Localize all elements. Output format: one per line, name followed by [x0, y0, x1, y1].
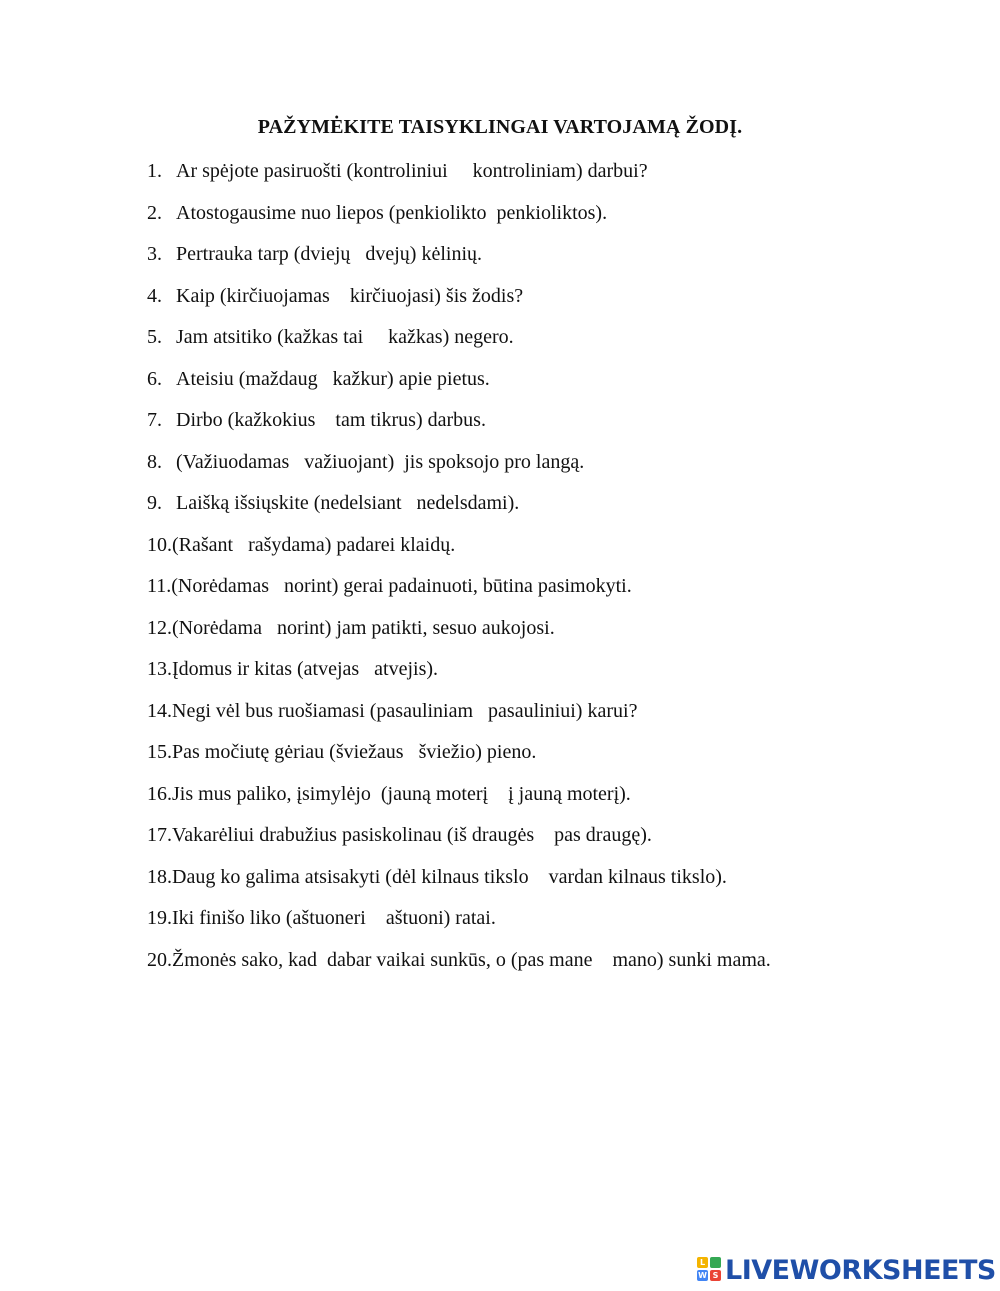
exercise-item [147, 157, 967, 199]
exercise-text: (Norėdama norint) jam patikti, sesuo aukojosi. [172, 616, 555, 639]
exercise-item [147, 406, 967, 448]
exercise-number: 14. [147, 699, 172, 722]
exercise-text: Vakarėliui drabužius pasiskolinau (iš draugės pas draugę). [172, 824, 652, 846]
exercise-text: Daug ko galima atsisakyti (dėl kilnaus tikslo vardan kilnaus tikslo). [172, 865, 727, 888]
exercise-number: 18. [147, 865, 172, 888]
exercise-number: 1. [147, 160, 162, 182]
exercise-text: Negi vėl bus ruošiamasi (pasauliniam pasauliniui) karui? [172, 699, 638, 722]
liveworksheets-mark-icon [697, 1257, 723, 1283]
exercise-number: 9. [147, 492, 162, 514]
exercise-text: Jam atsitiko (kažkas tai kažkas) negero. [176, 326, 514, 348]
exercise-item [147, 365, 967, 407]
exercise-text: (Rašant rašydama) padarei klaidų. [172, 533, 456, 556]
exercise-item [147, 821, 967, 863]
exercise-list [147, 157, 967, 987]
exercise-text: Jis mus paliko, įsimylėjo (jauną moterį į jauną moterį). [172, 782, 631, 805]
exercise-text: Atostogausime nuo liepos (penkiolikto penkioliktos). [176, 201, 608, 224]
exercise-number: 16. [147, 782, 172, 805]
exercise-number: 10. [147, 533, 172, 556]
liveworksheets-logo [697, 1254, 996, 1286]
logo-text: LIVEWORKSHEETS [725, 1254, 996, 1286]
exercise-item [147, 780, 967, 822]
exercise-item [147, 697, 967, 739]
exercise-item [147, 572, 967, 614]
exercise-text: Žmonės sako, kad dabar vaikai sunkūs, o (pas mane mano) sunki mama. [172, 948, 771, 971]
exercise-text: (Norėdamas norint) gerai padainuoti, būtina pasimokyti. [171, 575, 632, 597]
exercise-number: 6. [147, 367, 162, 390]
logo-mark-tile: L [697, 1257, 708, 1268]
exercise-number: 3. [147, 243, 162, 265]
logo-mark-tile: S [710, 1270, 721, 1281]
worksheet-title: PAŽYMĖKITE TAISYKLINGAI VARTOJAMĄ ŽODĮ. [257, 116, 743, 138]
exercise-item [147, 199, 967, 241]
exercise-item [147, 282, 967, 324]
exercise-text: Įdomus ir kitas (atvejas atvejis). [172, 658, 439, 680]
exercise-number: 5. [147, 326, 162, 348]
exercise-number: 11. [147, 575, 172, 597]
exercise-text: (Važiuodamas važiuojant) jis spoksojo pro langą. [176, 450, 585, 473]
exercise-number: 12. [147, 616, 172, 639]
exercise-item [147, 614, 967, 656]
logo-mark-tile: W [698, 1271, 707, 1280]
exercise-number: 19. [147, 907, 172, 929]
logo-mark-tile [710, 1257, 721, 1268]
exercise-number: 17. [147, 824, 172, 846]
exercise-text: Kaip (kirčiuojamas kirčiuojasi) šis žodis? [176, 284, 524, 307]
exercise-text: Ar spėjote pasiruošti (kontroliniui kontroliniam) darbui? [176, 160, 648, 182]
exercise-number: 7. [147, 409, 162, 431]
exercise-item [147, 489, 967, 531]
exercise-number: 20. [147, 948, 172, 971]
exercise-item [147, 738, 967, 780]
exercise-text: Ateisiu (maždaug kažkur) apie pietus. [176, 367, 490, 390]
exercise-text: Pas močiutę gėriau (šviežaus šviežio) pieno. [172, 741, 537, 763]
exercise-number: 4. [147, 284, 162, 307]
exercise-item [147, 240, 967, 282]
exercise-text: Iki finišo liko (aštuoneri aštuoni) ratai. [172, 907, 496, 929]
exercise-item [147, 323, 967, 365]
exercise-text: Dirbo (kažkokius tam tikrus) darbus. [176, 409, 486, 431]
exercise-number: 8. [147, 450, 162, 473]
exercise-item [147, 904, 967, 946]
exercise-text: Laišką išsiųskite (nedelsiant nedelsdami). [176, 492, 520, 514]
exercise-item [147, 863, 967, 905]
exercise-item [147, 448, 967, 490]
exercise-number: 13. [147, 658, 172, 680]
exercise-text: Pertrauka tarp (dviejų dvejų) kėlinių. [176, 243, 483, 265]
exercise-item [147, 531, 967, 573]
exercise-item [147, 655, 967, 697]
exercise-number: 15. [147, 741, 172, 763]
exercise-number: 2. [147, 201, 162, 224]
exercise-item [147, 946, 967, 988]
